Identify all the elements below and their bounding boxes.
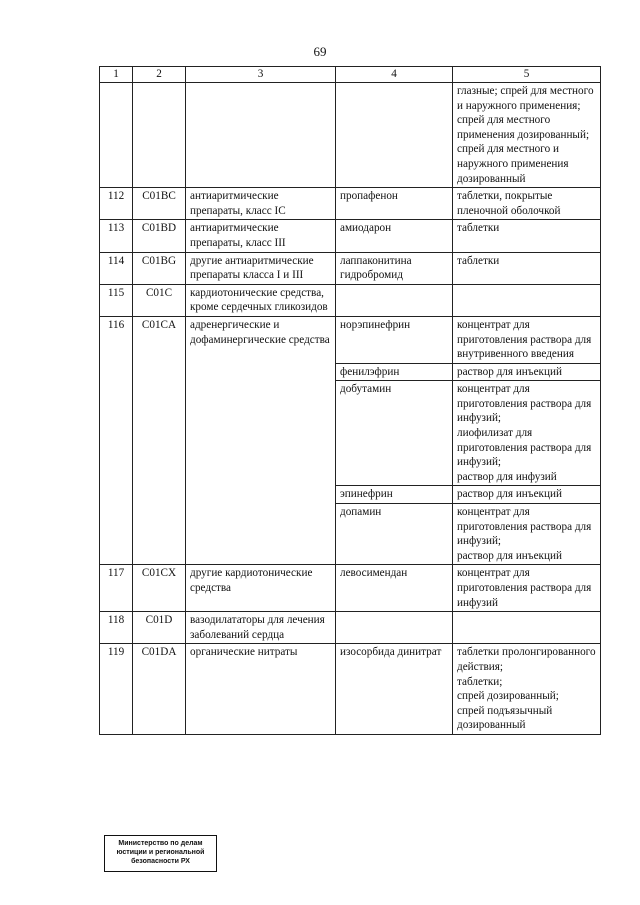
atc-code: C01BC — [133, 188, 186, 220]
drug-name: изосорбида динитрат — [336, 644, 453, 735]
dosage-form: таблетки, покрытые пленочной оболочкой — [453, 188, 601, 220]
dosage-form — [453, 381, 601, 486]
table-row — [100, 284, 601, 316]
atc-code: C01DA — [133, 644, 186, 735]
dosage-form: глазные; спрей для местного и наружного применения; спрей для местного применения дозированный; спрей для местного и наружного применения дозированный — [453, 83, 601, 188]
table-row — [100, 83, 601, 188]
atc-code: C01CX — [133, 565, 186, 612]
row-number: 112 — [100, 188, 133, 220]
row-number: 116 — [100, 316, 133, 565]
drug-name: фенилэфрин — [336, 363, 453, 381]
dosage-form-line: раствор для инфузий — [457, 470, 557, 483]
drug-name: допамин — [336, 504, 453, 565]
dosage-form-line: лиофилизат для приготовления раствора для инфузий; — [457, 427, 592, 469]
dosage-form-line: таблетки; — [457, 675, 503, 688]
dosage-form: раствор для инъекций — [453, 486, 601, 504]
page-number: 69 — [313, 44, 327, 59]
drug-name: добутамин — [336, 381, 453, 486]
dosage-form-line: концентрат для приготовления раствора для инфузий; — [457, 506, 592, 548]
drug-name: амиодарон — [336, 220, 453, 252]
atc-group: другие кардиотонические средства — [186, 565, 336, 612]
drug-name: эпинефрин — [336, 486, 453, 504]
atc-group: антиаритмические препараты, класс IC — [186, 188, 336, 220]
row-number: 117 — [100, 565, 133, 612]
atc-code: C01D — [133, 612, 186, 644]
dosage-form: таблетки — [453, 252, 601, 284]
row-number: 113 — [100, 220, 133, 252]
stamp-line: юстиции и региональной — [116, 849, 205, 856]
atc-group: другие антиаритмические препараты класса I и III — [186, 252, 336, 284]
header-col-5: 5 — [453, 67, 601, 83]
row-number: 118 — [100, 612, 133, 644]
table-row — [100, 252, 601, 284]
drug-name: левосимендан — [336, 565, 453, 612]
dosage-form: концентрат для приготовления раствора для инфузий — [453, 565, 601, 612]
row-number: 114 — [100, 252, 133, 284]
dosage-form: раствор для инъекций — [453, 363, 601, 381]
header-col-4: 4 — [336, 67, 453, 83]
dosage-form-line: раствор для инъекций — [457, 549, 562, 562]
table-row — [100, 612, 601, 644]
drug-name: норэпинефрин — [336, 316, 453, 363]
atc-group: кардиотонические средства, кроме сердечных гликозидов — [186, 284, 336, 316]
row-number: 115 — [100, 284, 133, 316]
header-col-2: 2 — [133, 67, 186, 83]
drug-name: лаппаконитина гидробромид — [336, 252, 453, 284]
dosage-form-line: спрей подъязычный дозированный — [457, 704, 553, 732]
dosage-form-line: концентрат для приготовления раствора для инфузий; — [457, 383, 592, 425]
dosage-form: концентрат для приготовления раствора для внутривенного введения — [453, 316, 601, 363]
table-row — [100, 220, 601, 252]
dosage-form — [453, 504, 601, 565]
atc-code: C01BG — [133, 252, 186, 284]
header-col-1: 1 — [100, 67, 133, 83]
dosage-form-line: таблетки пролонгированного действия; — [457, 646, 596, 673]
dosage-form — [453, 644, 601, 735]
table-row — [100, 316, 601, 363]
table-row — [100, 644, 601, 735]
atc-group: органические нитраты — [186, 644, 336, 735]
atc-code: C01CA — [133, 316, 186, 565]
header-col-3: 3 — [186, 67, 336, 83]
atc-group: антиаритмические препараты, класс III — [186, 220, 336, 252]
stamp-line: безопасности РХ — [131, 858, 190, 865]
atc-group: адренергические и дофаминергические средства — [186, 316, 336, 565]
drug-name: пропафенон — [336, 188, 453, 220]
table-header-row — [100, 67, 601, 83]
row-number: 119 — [100, 644, 133, 735]
table-row — [100, 188, 601, 220]
ministry-stamp — [104, 835, 217, 872]
stamp-line: Министерство по делам — [118, 840, 203, 847]
dosage-form-line: спрей дозированный; — [457, 690, 559, 703]
drug-table — [99, 66, 601, 735]
atc-code: C01C — [133, 284, 186, 316]
atc-code: C01BD — [133, 220, 186, 252]
table-row — [100, 565, 601, 612]
atc-group: вазодилататоры для лечения заболеваний сердца — [186, 612, 336, 644]
dosage-form: таблетки — [453, 220, 601, 252]
